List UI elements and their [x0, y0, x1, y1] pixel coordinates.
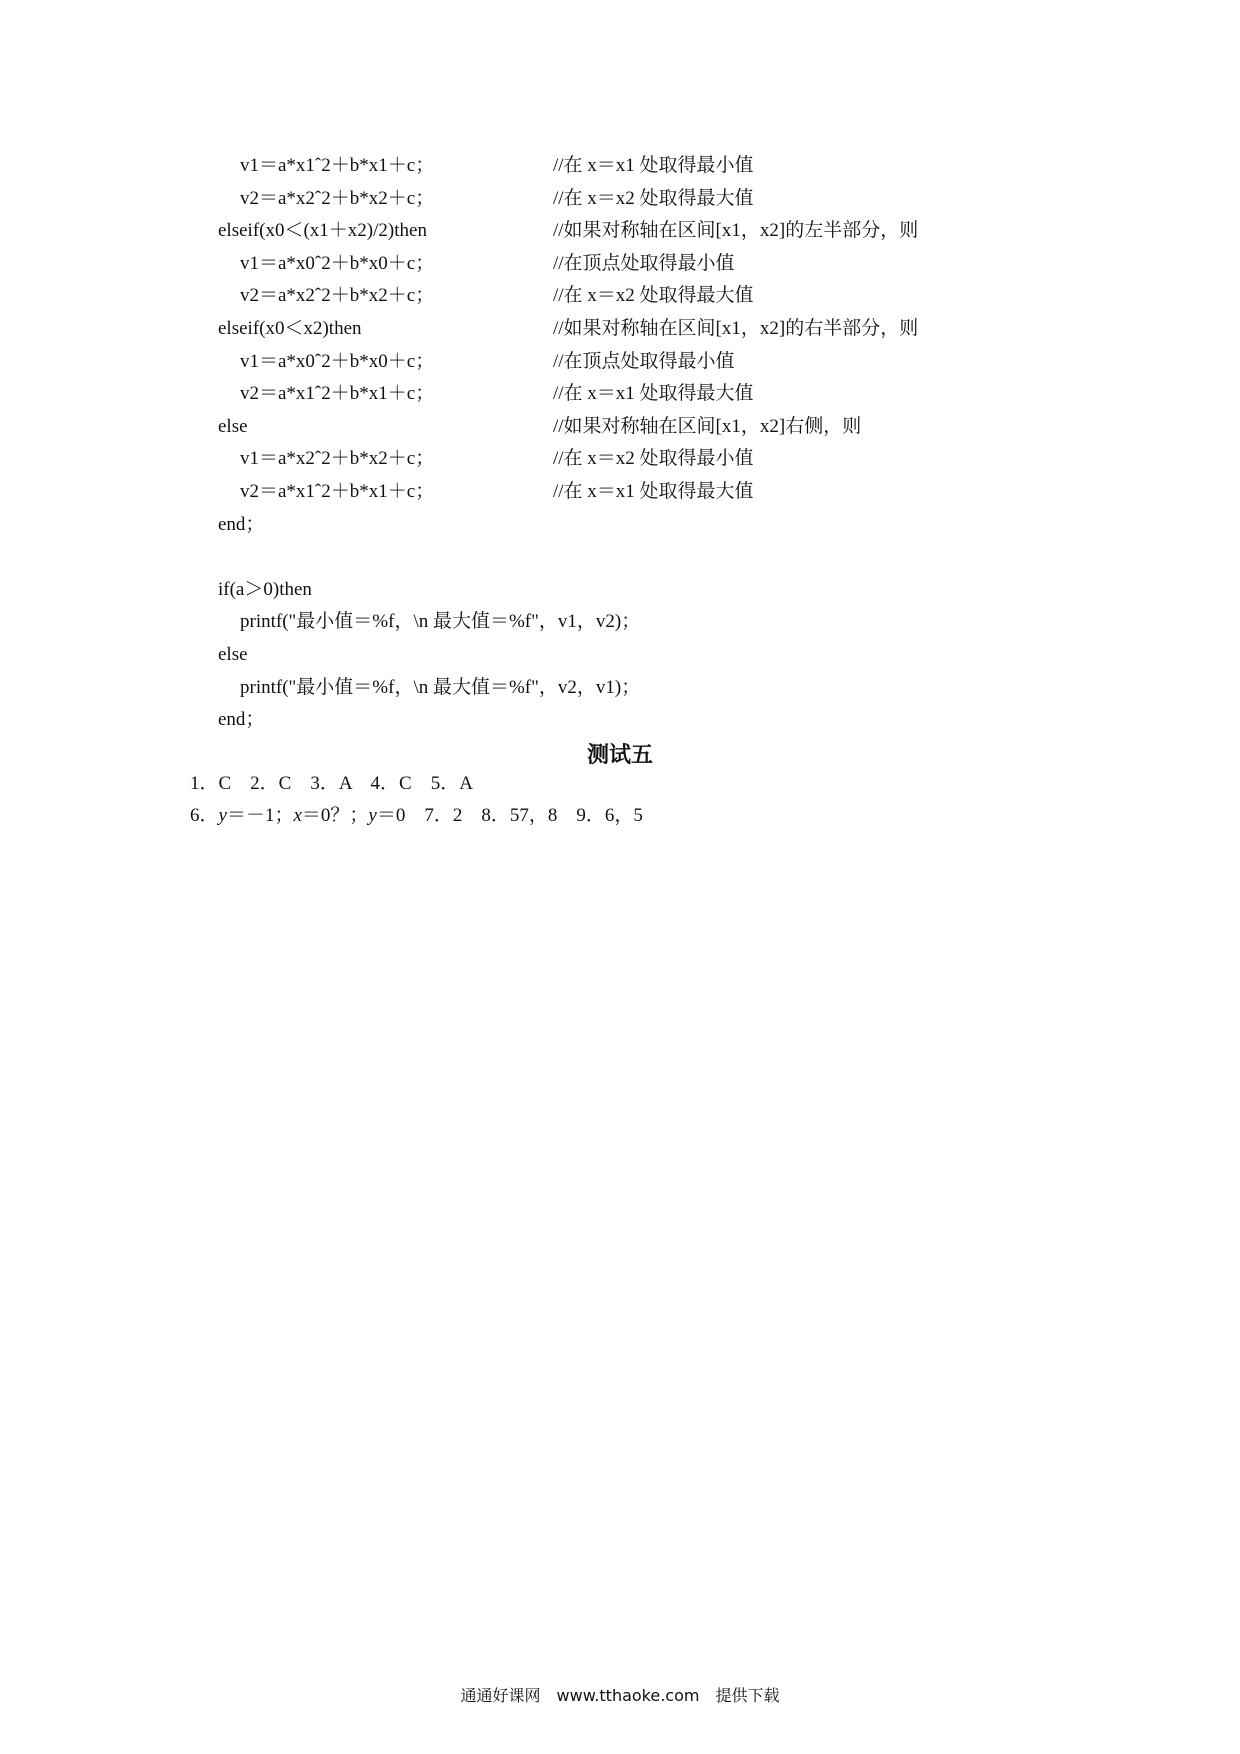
- code-comment: //在 x＝x2 处取得最小值: [553, 448, 754, 470]
- code-text: v1＝a*x0ˆ2＋b*x0＋c；: [240, 252, 435, 274]
- code-comment: //在 x＝x1 处取得最大值: [553, 383, 754, 405]
- code-comment: //在顶点处取得最小值: [553, 350, 735, 372]
- code-comment: //如果对称轴在区间[x1，x2]的左半部分，则: [553, 220, 919, 242]
- var-x: x: [293, 805, 302, 826]
- code-text: printf("最小值＝%f，\n 最大值＝%f"，v2，v1)；: [240, 676, 641, 698]
- code-text: else: [218, 415, 248, 437]
- code-text: end；: [218, 513, 265, 535]
- answer-text: ＝0 7．2 8．57，8 9．6，5: [376, 805, 643, 826]
- code-text: v2＝a*x1ˆ2＋b*x1＋c；: [240, 383, 435, 405]
- footer: 通通好课网 www.tthaoke.com 提供下载: [460, 1686, 780, 1705]
- code-comment: //在 x＝x1 处取得最大值: [553, 481, 754, 502]
- code-text: elseif(x0＜(x1＋x2)/2)then: [218, 220, 427, 242]
- code-text: v1＝a*x0ˆ2＋b*x0＋c；: [240, 350, 435, 372]
- section-title: 测试五: [586, 743, 653, 768]
- code-comment: //在 x＝x2 处取得最大值: [553, 285, 754, 307]
- answer-line-2: [190, 800, 643, 827]
- code-comment: //如果对称轴在区间[x1，x2]的右半部分，则: [553, 318, 919, 339]
- code-text: elseif(x0＜x2)then: [218, 318, 362, 339]
- code-comment: //在顶点处取得最小值: [553, 252, 735, 274]
- answer-text: ＝0？；: [301, 805, 369, 826]
- code-text: if(a＞0)then: [218, 578, 312, 600]
- answer-prefix: 6．: [190, 805, 219, 826]
- code-text: printf("最小值＝%f，\n 最大值＝%f"，v1，v2)；: [240, 611, 641, 633]
- code-text: v2＝a*x2ˆ2＋b*x2＋c；: [240, 285, 435, 307]
- code-text: v1＝a*x2ˆ2＋b*x2＋c；: [240, 448, 435, 470]
- code-text: v2＝a*x1ˆ2＋b*x1＋c；: [240, 481, 435, 502]
- var-y: y: [218, 805, 227, 826]
- code-text: else: [218, 644, 248, 665]
- code-comment: //在 x＝x2 处取得最大值: [553, 187, 754, 209]
- code-text: v2＝a*x2ˆ2＋b*x2＋c；: [240, 187, 435, 209]
- code-comment: //如果对称轴在区间[x1，x2]右侧，则: [553, 415, 862, 437]
- answer-line-1: 1．C 2．C 3．A 4．C 5．A: [190, 773, 473, 794]
- answer-text: ＝－1；: [226, 805, 294, 826]
- code-text: v1＝a*x1ˆ2＋b*x1＋c；: [240, 155, 435, 176]
- var-y: y: [368, 805, 377, 826]
- code-comment: //在 x＝x1 处取得最小值: [553, 155, 754, 176]
- code-text: end；: [218, 709, 265, 731]
